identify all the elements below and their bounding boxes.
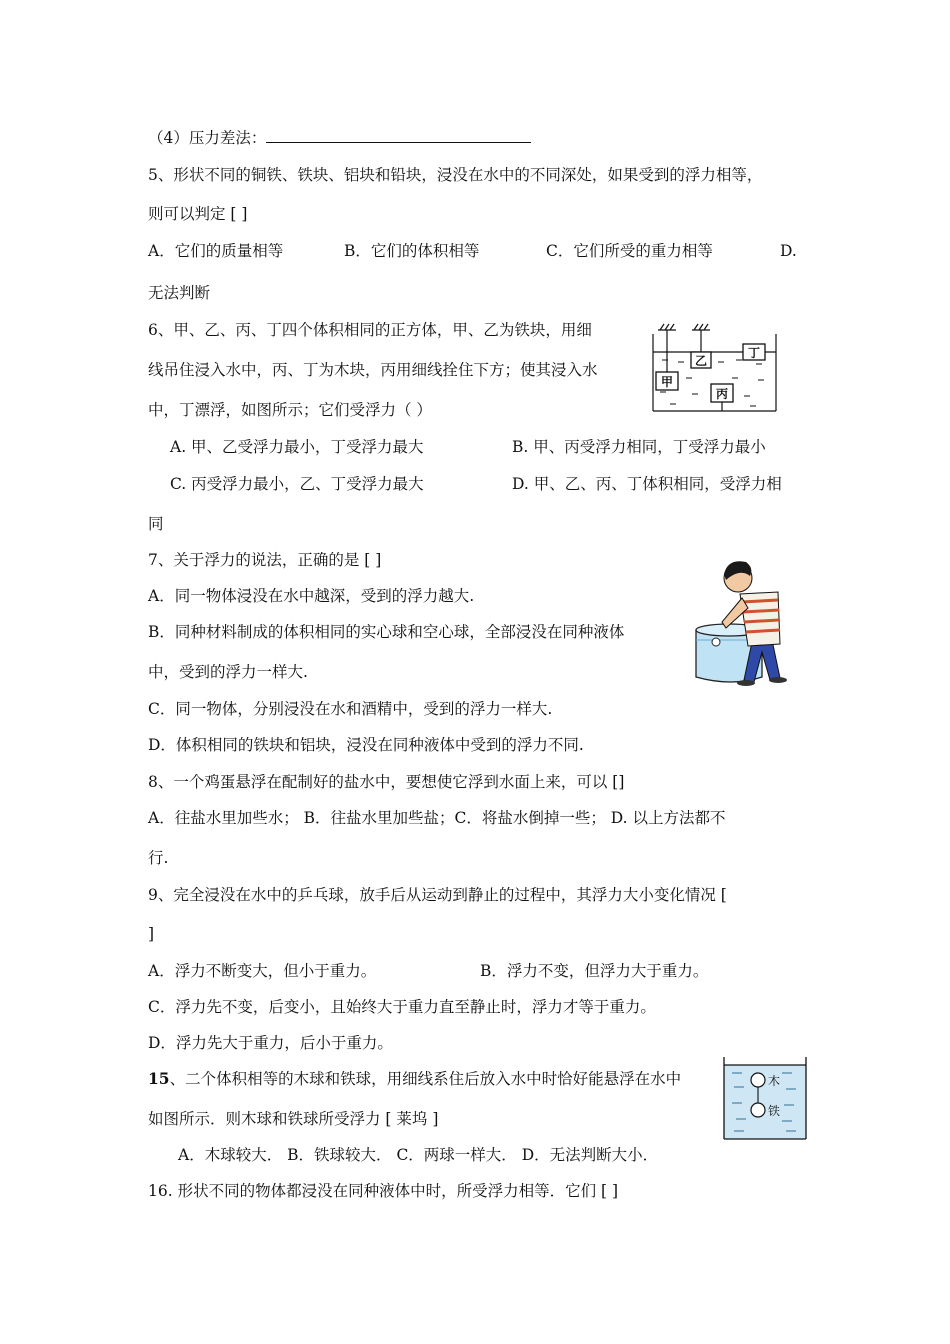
q6-option-d-cont: 同 bbox=[148, 515, 164, 533]
q8-options: A．往盐水里加些水； B．往盐水里加些盐；C．将盐水倒掉一些； D. 以上方法都不 bbox=[148, 809, 726, 827]
q9-stem-line2: ] bbox=[148, 925, 155, 943]
q6-option-a: A. 甲、乙受浮力最小，丁受浮力最大 bbox=[170, 438, 424, 456]
q15-stem-line1 bbox=[148, 1069, 681, 1089]
q6-stem-line1: 6、甲、乙、丙、丁四个体积相同的正方体，甲、乙为铁块，用细 bbox=[148, 321, 592, 339]
q5-stem-line1: 5、形状不同的铜铁、铁块、铝块和铅块，浸没在水中的不同深处，如果受到的浮力相等， bbox=[148, 166, 763, 184]
answer-blank[interactable] bbox=[266, 128, 531, 143]
q16-stem: 16. 形状不同的物体都浸没在同种液体中时，所受浮力相等．它们 [ ] bbox=[148, 1182, 619, 1200]
q15-options: A．木球较大． B．铁球较大． C．两球一样大． D．无法判断大小． bbox=[178, 1146, 659, 1164]
q5-option-b: B．它们的体积相等 bbox=[344, 242, 480, 260]
label-jia: 甲 bbox=[660, 375, 674, 389]
label-wood: 木 bbox=[768, 1074, 781, 1088]
q9-option-c: C．浮力先不变，后变小，且始终大于重力直至静止时，浮力才等于重力。 bbox=[148, 998, 656, 1016]
q8-stem: 8、一个鸡蛋悬浮在配制好的盐水中，要想使它浮到水面上来，可以 [] bbox=[148, 773, 625, 791]
q4-label: （4）压力差法： bbox=[148, 129, 267, 147]
q7-option-b-cont: 中，受到的浮力一样大. bbox=[148, 663, 308, 681]
label-iron: 铁 bbox=[768, 1104, 781, 1118]
q5-stem-line2: 则可以判定 [ ] bbox=[148, 205, 248, 223]
q5-option-a: A．它们的质量相等 bbox=[148, 242, 284, 260]
q6-option-c: C. 丙受浮力最小，乙、丁受浮力最大 bbox=[170, 475, 424, 493]
q5-option-d-cont: 无法判断 bbox=[148, 284, 211, 302]
q15-number: 15 bbox=[148, 1069, 170, 1088]
q15-stem-line2: 如图所示．则木球和铁球所受浮力 [ 莱坞 ] bbox=[148, 1110, 439, 1128]
q15-figure-beaker bbox=[720, 1055, 810, 1141]
q5-option-d: D. bbox=[780, 242, 797, 260]
boy-with-water-tank-illustration bbox=[692, 552, 792, 687]
q7-option-d: D．体积相同的铁块和铝块，浸没在同种液体中受到的浮力不同. bbox=[148, 736, 584, 754]
q9-option-a: A．浮力不断变大，但小于重力。 bbox=[148, 962, 377, 980]
label-yi: 乙 bbox=[694, 354, 708, 368]
q5-option-c: C．它们所受的重力相等 bbox=[546, 242, 713, 260]
q6-stem-line3: 中，丁漂浮，如图所示；它们受浮力（ ） bbox=[148, 401, 432, 419]
q4-line bbox=[148, 128, 531, 148]
q7-stem: 7、关于浮力的说法，正确的是 [ ] bbox=[148, 551, 382, 569]
q7-option-a: A．同一物体浸没在水中越深，受到的浮力越大. bbox=[148, 587, 475, 605]
q6-option-b: B. 甲、丙受浮力相同，丁受浮力最小 bbox=[512, 438, 766, 456]
q9-option-b: B．浮力不变，但浮力大于重力。 bbox=[480, 962, 709, 980]
label-ding: 丁 bbox=[747, 346, 761, 360]
q8-options-cont: 行. bbox=[148, 849, 169, 867]
q7-option-b: B．同种材料制成的体积相同的实心球和空心球，全部浸没在同种液体 bbox=[148, 623, 625, 641]
q9-stem-line1: 9、完全浸没在水中的乒乓球，放手后从运动到静止的过程中，其浮力大小变化情况 [ bbox=[148, 886, 727, 904]
iron-ball bbox=[751, 1103, 765, 1117]
q9-option-d: D．浮力先大于重力，后小于重力。 bbox=[148, 1034, 393, 1052]
q7-option-c: C．同一物体，分别浸没在水和酒精中，受到的浮力一样大. bbox=[148, 700, 553, 718]
q6-stem-line2: 线吊住浸入水中，丙、丁为木块，丙用细线拴住下方；使其浸入水 bbox=[148, 361, 598, 379]
q6-option-d: D. 甲、乙、丙、丁体积相同，受浮力相 bbox=[512, 475, 782, 493]
q15-stem-text: 、二个体积相等的木球和铁球，用细线系住后放入水中时恰好能悬浮在水中 bbox=[169, 1070, 682, 1088]
label-bing: 丙 bbox=[715, 387, 729, 401]
q6-figure-tank bbox=[648, 322, 780, 414]
wood-ball bbox=[751, 1073, 765, 1087]
